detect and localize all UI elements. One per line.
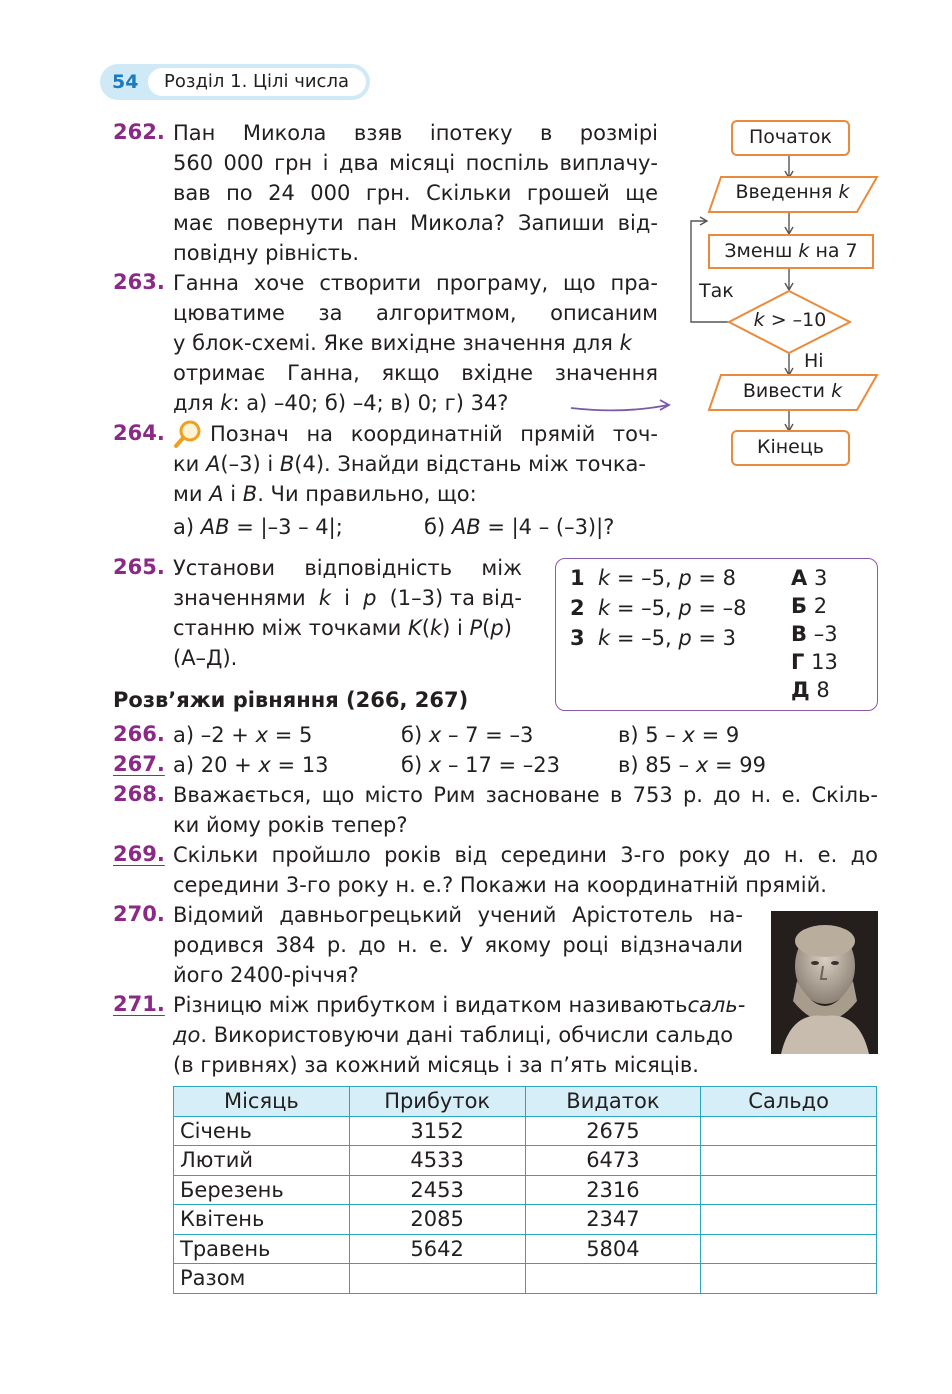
match-num: 1 — [570, 566, 585, 590]
var-k: k — [318, 586, 331, 610]
ex265-line — [173, 583, 522, 613]
bust-illustration — [771, 911, 878, 1054]
match-p: = –8 — [698, 596, 747, 620]
ex269-line: Скільки пройшло років від середини 3-го року до н. е. до — [173, 843, 878, 867]
exercise-number-262: 262. — [113, 120, 165, 144]
exercise-number-268: 268. — [113, 782, 165, 806]
flow-condition — [730, 309, 850, 331]
term-saldo: саль- — [687, 993, 746, 1017]
table-row — [174, 1234, 877, 1264]
cell-expense: 6473 — [525, 1146, 701, 1176]
ex271-line — [173, 1020, 733, 1050]
ex264-text: ми — [173, 482, 203, 506]
var-x: x — [695, 753, 709, 777]
curved-arrow-icon — [568, 396, 674, 416]
var-x: x — [428, 753, 442, 777]
cell-income: 2453 — [349, 1175, 525, 1205]
match-left-2 — [570, 594, 747, 622]
term-saldo: до — [173, 1023, 201, 1047]
cell-month: Квітень — [174, 1205, 350, 1235]
flow-output-label: Вивести — [742, 380, 826, 402]
cell-income: 3152 — [349, 1116, 525, 1146]
exercise-number-265: 265. — [113, 555, 165, 579]
eq-text: – 17 = –23 — [447, 753, 561, 777]
exercise-number-263: 263. — [113, 270, 165, 294]
flow-decrease-label: Зменш — [724, 240, 793, 262]
flow-input-label: Введення — [735, 181, 833, 203]
ex264-text: ки — [173, 452, 200, 476]
var-p: p — [490, 616, 504, 640]
cell-income — [349, 1264, 525, 1294]
eq-text: = 99 — [714, 753, 766, 777]
ex264-text: і — [230, 482, 237, 506]
var-k: k — [831, 380, 843, 402]
ex270-line: його 2400-річчя? — [173, 963, 359, 987]
var-k: k — [597, 566, 611, 590]
flow-condition-text: > –10 — [770, 309, 827, 331]
var-k: k — [220, 391, 233, 415]
match-value: –3 — [813, 622, 838, 646]
var-p: p — [363, 586, 377, 610]
ex264-text: (4). Знайди відстань між точка- — [294, 452, 646, 476]
cell-month: Січень — [174, 1116, 350, 1146]
ex266-a — [173, 720, 312, 750]
cell-income: 4533 — [349, 1146, 525, 1176]
option-label: а) — [173, 515, 195, 539]
segment-ab: AB — [200, 515, 230, 539]
ex269-line: середини 3-го року н. е.? Покажи на координатній прямій. — [173, 873, 827, 897]
cell-month: Березень — [174, 1175, 350, 1205]
point-a: A — [206, 452, 221, 476]
eq-text: в) 85 – — [618, 753, 690, 777]
match-p: = 8 — [698, 566, 737, 590]
match-right-d — [791, 648, 838, 676]
saldo-table — [173, 1086, 877, 1294]
col-expense: Видаток — [525, 1087, 701, 1117]
ex264-option-b — [424, 512, 614, 542]
point-k: K — [407, 616, 422, 640]
flow-yes-label: Так — [699, 280, 734, 302]
ex265-text: ( — [482, 616, 491, 640]
ex262-line: має повернути пан Микола? Запиши від- — [173, 211, 658, 235]
ex265-text: ) — [503, 616, 512, 640]
ex265-line: (А–Д). — [173, 646, 238, 670]
ex264-line — [173, 449, 658, 479]
ex271-text: . Використовуючи дані таблиці, обчисли сальдо — [200, 1023, 734, 1047]
ex268-line: ки йому років тепер? — [173, 813, 408, 837]
match-letter: А — [791, 566, 808, 590]
var-x: x — [428, 723, 442, 747]
var-x: x — [255, 723, 268, 747]
var-k: k — [838, 181, 850, 203]
var-k: k — [597, 596, 611, 620]
match-value: 2 — [813, 594, 828, 618]
ex262-line: 560 000 грн і два місяці поспіль виплачу- — [173, 151, 658, 175]
ex267-b — [401, 750, 560, 780]
option-expr: = |–3 – 4|; — [236, 515, 343, 539]
cell-saldo — [701, 1264, 877, 1294]
flow-end: Кінець — [731, 430, 850, 466]
eq-text: – 7 = –3 — [447, 723, 534, 747]
flow-start: Початок — [731, 120, 850, 156]
ex263-text: у блок-схемі. Яке вихідне значення для — [173, 331, 613, 355]
cell-saldo — [701, 1116, 877, 1146]
ex262-line: вав по 24 000 грн. Скільки грошей ще — [173, 181, 658, 205]
match-k: = –5, — [616, 596, 672, 620]
cell-expense: 5804 — [525, 1234, 701, 1264]
cell-month: Разом — [174, 1264, 350, 1294]
eq-text: = 5 — [274, 723, 313, 747]
exercise-number-264: 264. — [113, 421, 165, 445]
match-letter: Б — [791, 594, 808, 618]
option-label: б) — [424, 515, 446, 539]
ex264-text: . Чи правильно, що: — [257, 482, 477, 506]
match-right-e — [791, 676, 830, 704]
ex264-line — [173, 479, 477, 509]
var-p: p — [678, 596, 692, 620]
flow-input — [709, 181, 876, 203]
exercise-number-271: 271. — [113, 992, 165, 1016]
match-value: 13 — [811, 650, 838, 674]
ex267-a — [173, 750, 329, 780]
ex263-options: : а) –40; б) –4; в) 0; г) 34? — [232, 391, 509, 415]
match-left-3 — [570, 624, 736, 652]
var-k: k — [798, 240, 810, 262]
section-title: Розділ 1. Цілі числа — [148, 68, 366, 96]
segment-ab: AB — [451, 515, 481, 539]
cell-income: 5642 — [349, 1234, 525, 1264]
match-k: = –5, — [616, 626, 672, 650]
match-p: = 3 — [698, 626, 737, 650]
ex263-line — [173, 328, 658, 358]
table-header-row — [174, 1087, 877, 1117]
cell-saldo — [701, 1234, 877, 1264]
var-k: k — [753, 309, 765, 331]
ex265-text: значеннями — [173, 586, 306, 610]
cell-saldo — [701, 1175, 877, 1205]
eq-text: а) 20 + — [173, 753, 252, 777]
flow-decrease-suffix: на 7 — [815, 240, 858, 262]
ex265-text: (1–3) та від- — [389, 586, 522, 610]
flow-no-label: Ні — [804, 350, 824, 372]
table-row — [174, 1175, 877, 1205]
point-b: B — [242, 482, 258, 506]
ex264-line: Познач на координатній прямій точ- — [210, 422, 658, 446]
ex271-line — [173, 990, 746, 1020]
ex263-line — [173, 388, 508, 418]
page-number: 54 — [112, 71, 139, 93]
flow-decrease — [708, 234, 874, 269]
section-heading: Розв’яжи рівняння (266, 267) — [113, 688, 469, 712]
table-row — [174, 1264, 877, 1294]
match-letter: Д — [791, 678, 810, 702]
match-letter: В — [791, 622, 808, 646]
exercise-number-266: 266. — [113, 722, 165, 746]
eq-text: а) –2 + — [173, 723, 249, 747]
eq-text: б) — [401, 753, 423, 777]
ex265-text: ) і — [442, 616, 463, 640]
match-num: 2 — [570, 596, 585, 620]
var-k: k — [429, 616, 443, 640]
match-right-a — [791, 564, 827, 592]
var-p: p — [678, 566, 692, 590]
magnifier-icon — [173, 419, 203, 449]
ex262-line: Пан Микола взяв іпотеку в розмірі — [173, 121, 658, 145]
ex265-line — [173, 613, 512, 643]
cell-expense: 2316 — [525, 1175, 701, 1205]
ex264-option-a — [173, 512, 343, 542]
cell-saldo — [701, 1205, 877, 1235]
exercise-number-270: 270. — [113, 902, 165, 926]
match-num: 3 — [570, 626, 585, 650]
aristotle-bust-image — [771, 911, 878, 1054]
var-p: p — [678, 626, 692, 650]
table-row — [174, 1146, 877, 1176]
ex263-line: цюватиме за алгоритмом, описаним — [173, 301, 658, 325]
flow-output — [709, 380, 876, 402]
point-b: B — [279, 452, 295, 476]
match-right-c — [791, 620, 838, 648]
exercise-number-267: 267. — [113, 752, 165, 776]
eq-text: б) — [401, 723, 423, 747]
table-row — [174, 1205, 877, 1235]
cell-expense: 2675 — [525, 1116, 701, 1146]
ex264-text: (–3) і — [220, 452, 274, 476]
cell-saldo — [701, 1146, 877, 1176]
ex266-b — [401, 720, 533, 750]
eq-text: в) 5 – — [618, 723, 676, 747]
ex266-c — [618, 720, 739, 750]
ex265-text: станню між точками — [173, 616, 402, 640]
ex265-line: Установи відповідність між — [173, 556, 522, 580]
match-letter: Г — [791, 650, 805, 674]
exercise-number-269: 269. — [113, 842, 165, 866]
match-value: 3 — [813, 566, 828, 590]
var-k: k — [619, 331, 632, 355]
ex270-line: родився 384 р. до н. е. У якому році відзначали — [173, 933, 743, 957]
cell-expense — [525, 1264, 701, 1294]
match-k: = –5, — [616, 566, 672, 590]
option-expr: = |4 – (–3)|? — [487, 515, 615, 539]
cell-month: Травень — [174, 1234, 350, 1264]
eq-text: = 9 — [701, 723, 740, 747]
ex263-text: для — [173, 391, 214, 415]
table-row — [174, 1116, 877, 1146]
ex268-line: Вважається, що місто Рим засноване в 753 р. до н. е. Скіль- — [173, 783, 878, 807]
var-x: x — [258, 753, 271, 777]
cell-income: 2085 — [349, 1205, 525, 1235]
col-saldo: Сальдо — [701, 1087, 877, 1117]
ex270-line: Відомий давньогрецький учений Арістотель на- — [173, 903, 743, 927]
var-x: x — [682, 723, 695, 747]
ex263-line: Ганна хоче створити програму, що пра- — [173, 271, 658, 295]
ex263-line: отримає Ганна, якщо вхідне значення — [173, 361, 658, 385]
ex267-c — [618, 750, 766, 780]
ex271-line: (в гривнях) за кожний місяць і за п’ять місяців. — [173, 1053, 699, 1077]
point-a: A — [209, 482, 224, 506]
match-value: 8 — [816, 678, 830, 702]
match-right-b — [791, 592, 827, 620]
col-month: Місяць — [174, 1087, 350, 1117]
cell-month: Лютий — [174, 1146, 350, 1176]
eq-text: = 13 — [277, 753, 329, 777]
match-left-1 — [570, 564, 736, 592]
ex262-line: повідну рівність. — [173, 241, 360, 265]
var-k: k — [597, 626, 611, 650]
col-income: Прибуток — [349, 1087, 525, 1117]
ex265-text: ( — [421, 616, 430, 640]
ex265-text: і — [344, 586, 350, 610]
cell-expense: 2347 — [525, 1205, 701, 1235]
point-p: P — [469, 616, 483, 640]
ex271-text: Різницю між прибутком і видатком називають — [173, 993, 688, 1017]
